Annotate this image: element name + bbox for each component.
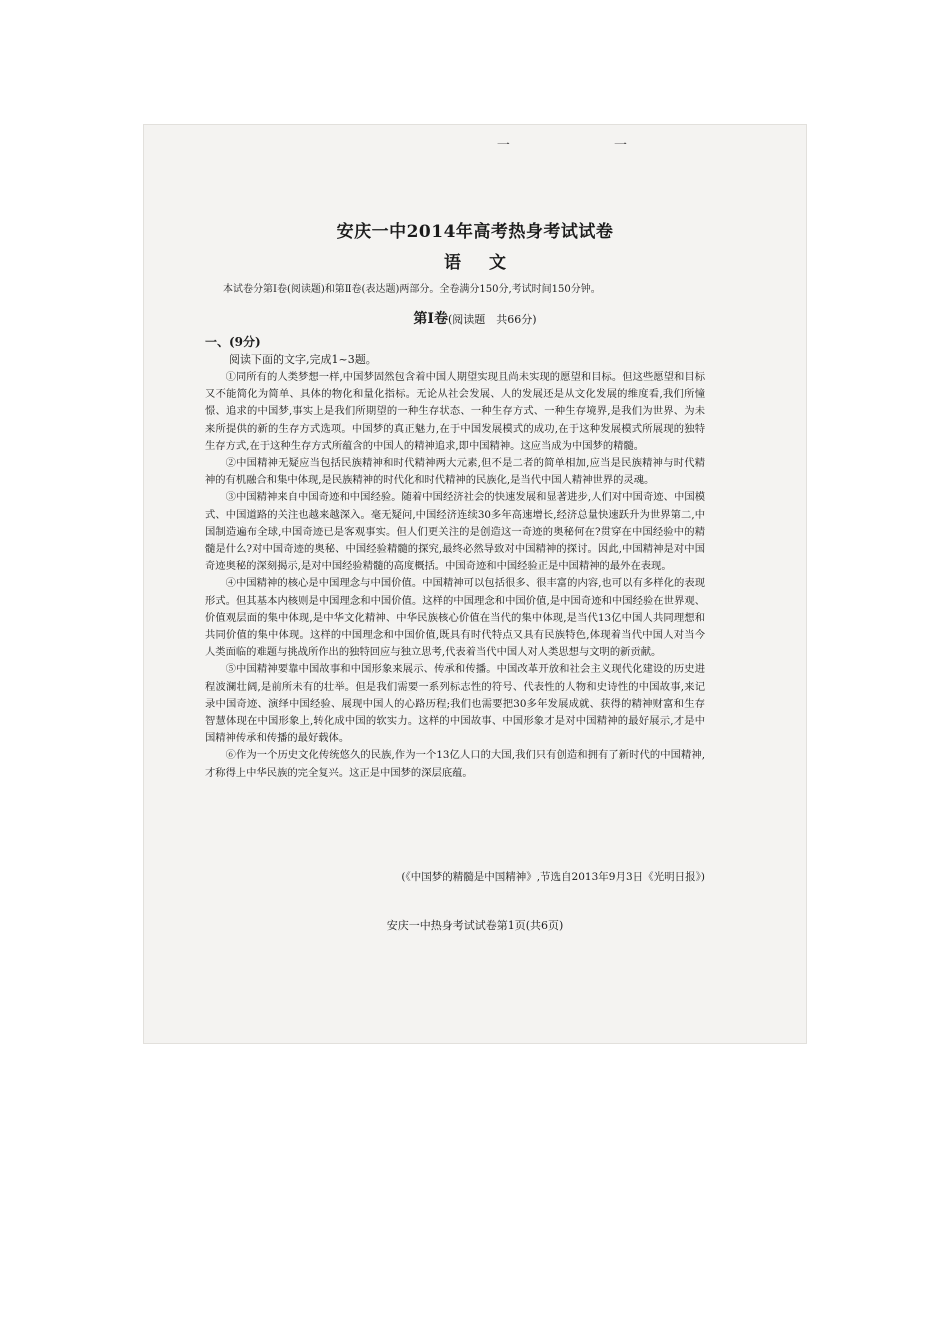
section-heading: 一、(9分) <box>205 335 261 349</box>
reading-passage <box>205 369 705 782</box>
page-footer: 安庆一中热身考试试卷第1页(共6页) <box>386 919 564 932</box>
exam-title: 安庆一中2014年高考热身考试试卷 <box>336 222 614 242</box>
exam-instructions: 本试卷分第Ⅰ卷(阅读题)和第Ⅱ卷(表达题)两部分。全卷满分150分,考试时间150分钟。 <box>223 284 601 295</box>
section-directions: 阅读下面的文字,完成1~3题。 <box>229 353 377 366</box>
part-title-main: 第Ⅰ卷 <box>413 311 448 327</box>
passage-source: (《中国梦的精髓是中国精神》,节选自2013年9月3日《光明日报》) <box>401 871 705 883</box>
passage-paragraph: ⑥作为一个历史文化传统悠久的民族,作为一个13亿人口的大国,我们只有创造和拥有了新时代的中国精神,才称得上中华民族的完全复兴。这正是中国梦的深层底蕴。 <box>205 749 705 779</box>
part-title-subtitle: (阅读题 共66分) <box>447 313 537 326</box>
passage-paragraph: ④中国精神的核心是中国理念与中国价值。中国精神可以包括很多、很丰富的内容,也可以有多样化的表现形式。但其基本内核则是中国理念和中国价值。这样的中国理念和中国价值,是中国奇迹和中国经验在世界观、价值观层面的集中体现,是中华文化精神、中华民族核心价值在当代的集中体现,是当代13亿中国人共同理想和共同价值的集中体现。这样的中国理念和中国价值,既具有时代特点又具有民族特色,体现着当代中国人对当今人类面临的难题与挑战所作出的独特回应与独立思考,代表着当代中国人对人类思想与文明的新贡献。 <box>205 577 705 659</box>
passage-paragraph: ①同所有的人类梦想一样,中国梦固然包含着中国人期望实现且尚未实现的愿望和目标。但这些愿望和目标又不能简化为简单、具体的物化和量化指标。无论从社会发展、人的发展还是从文化发展的维度看,我们所憧憬、追求的中国梦,事实上是我们所期望的一种生存状态、一种生存方式、一种生存境界,是我们为世界、为未来所提供的新的生存方式选项。中国梦的真正魅力,在于中国发展模式的成功,在于这种发展模式所展现的独特生存方式,在于这种生存方式所蕴含的中国人的精神追求,即中国精神。这应当成为中国梦的精髓。 <box>205 371 705 452</box>
passage-paragraph: ②中国精神无疑应当包括民族精神和时代精神两大元素,但不是二者的简单相加,应当是民族精神与时代精神的有机融合和集中体现,是民族精神的时代化和时代精神的民族化,是当代中国人精神世界的灵魂。 <box>205 457 705 487</box>
part-title <box>143 308 807 328</box>
scanned-exam-page <box>143 124 807 1044</box>
top-marks: 一 一 <box>496 138 677 153</box>
subject-title: 语文 <box>444 253 534 273</box>
passage-paragraph: ③中国精神来自中国奇迹和中国经验。随着中国经济社会的快速发展和显著进步,人们对中国奇迹、中国模式、中国道路的关注也越来越深入。毫无疑问,中国经济连续30多年高速增长,经济总量快速跃升为世界第二,中国制造遍布全球,中国奇迹已是客观事实。但人们更关注的是创造这一奇迹的奥秘何在?贯穿在中国经验中的精髓是什么?对中国奇迹的奥秘、中国经验精髓的探究,最终必然导致对中国精神的探讨。因此,中国精神是对中国奇迹奥秘的深刻揭示,是对中国经验精髓的高度概括。中国奇迹和中国经验正是中国精神的最外在表现。 <box>205 491 705 573</box>
passage-paragraph: ⑤中国精神要靠中国故事和中国形象来展示、传承和传播。中国改革开放和社会主义现代化建设的历史进程波澜壮阔,是前所未有的壮举。但是我们需要一系列标志性的符号、代表性的人物和史诗性的中国故事,来记录中国奇迹、演绎中国经验、展现中国人的心路历程;我们也需要把30多年发展成就、获得的精神财富和生存智慧体现在中国形象上,转化成中国的软实力。这样的中国故事、中国形象才是对中国精神的最好展示,才是中国精神传承和传播的最好载体。 <box>205 663 705 745</box>
